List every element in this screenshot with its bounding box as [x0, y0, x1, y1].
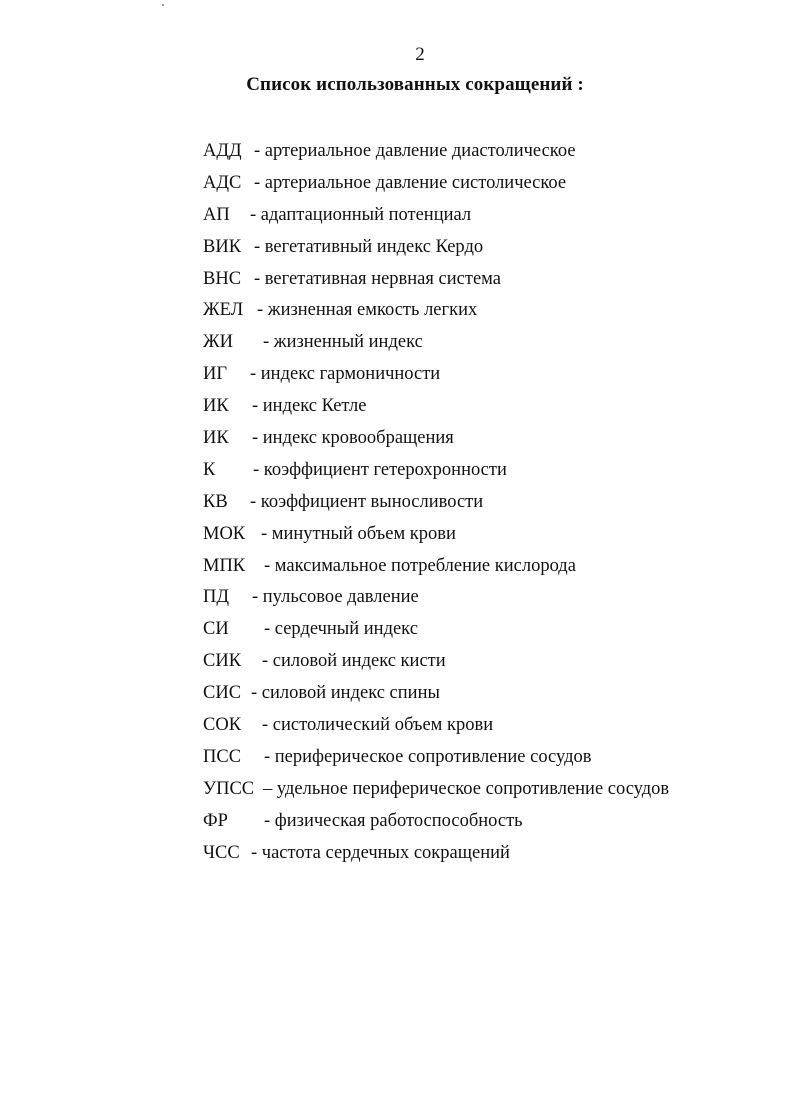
abbreviation-code: ИГ [203, 364, 228, 385]
abbreviation-definition: - вегетативный индекс Кердо [254, 236, 484, 257]
abbreviation-definition: - сердечный индекс [264, 619, 418, 640]
abbreviation-row [203, 842, 510, 874]
abbreviation-row [203, 618, 418, 650]
abbreviation-definition: – удельное периферическое сопротивление сосудов [263, 778, 670, 799]
abbreviation-code: ЧСС [203, 842, 240, 863]
abbreviation-row [203, 140, 576, 172]
page-title: Список использованных сокращений : [246, 74, 584, 95]
abbreviation-definition: - индекс кровообращения [252, 428, 454, 449]
abbreviation-row [203, 427, 454, 459]
abbreviation-row [203, 299, 478, 331]
abbreviation-definition: - коэффициент выносливости [250, 491, 484, 512]
abbreviation-code: К [203, 459, 216, 480]
abbreviation-definition: - силовой индекс спины [251, 683, 440, 704]
abbreviation-row [203, 363, 441, 395]
abbreviation-row [203, 650, 446, 682]
abbreviation-definition: - силовой индекс кисти [262, 651, 446, 672]
abbreviation-row [203, 682, 440, 714]
scan-dot [162, 4, 164, 6]
abbreviation-code: ИК [203, 428, 229, 449]
abbreviation-definition: - артериальное давление систолическое [254, 172, 567, 193]
abbreviation-row [203, 555, 576, 587]
abbreviation-definition: - физическая работоспособность [264, 810, 523, 831]
abbreviation-definition: - максимальное потребление кислорода [264, 555, 576, 576]
abbreviation-row [203, 204, 472, 236]
abbreviation-code: ПСС [203, 746, 242, 767]
abbreviation-definition: - индекс Кетле [252, 396, 367, 417]
abbreviation-code: ЖИ [203, 332, 233, 353]
abbreviation-definition: - периферическое сопротивление сосудов [264, 746, 592, 767]
abbreviation-code: КВ [203, 491, 228, 512]
abbreviation-code: АДД [203, 141, 242, 161]
abbreviation-code: МОК [203, 523, 246, 544]
abbreviation-definition: - адаптационный потенциал [250, 204, 472, 225]
abbreviation-row [203, 172, 567, 204]
abbreviation-row [203, 236, 484, 268]
abbreviation-code: СИК [203, 651, 242, 672]
abbreviation-row [203, 459, 507, 491]
abbreviation-row [203, 586, 419, 618]
abbreviation-code: СИС [203, 683, 242, 704]
abbreviation-code: УПСС [203, 778, 255, 799]
abbreviation-definition: - индекс гармоничности [250, 364, 441, 385]
abbreviation-definition: - частота сердечных сокращений [251, 842, 510, 863]
abbreviation-definition: - жизненная емкость легких [257, 300, 478, 321]
abbreviation-code: ВНС [203, 268, 242, 289]
abbreviation-row [203, 778, 670, 810]
abbreviation-code: СОК [203, 715, 242, 736]
abbreviation-code: ИК [203, 396, 229, 417]
abbreviation-definition: - вегетативная нервная система [254, 268, 501, 289]
abbreviation-row [203, 268, 501, 300]
abbreviation-definition: - пульсовое давление [252, 587, 419, 608]
abbreviation-definition: - минутный объем крови [261, 523, 456, 544]
abbreviation-row [203, 523, 456, 555]
abbreviation-code: АДС [203, 172, 242, 193]
abbreviation-definition: - коэффициент гетерохронности [253, 459, 507, 480]
abbreviation-row [203, 491, 484, 523]
abbreviation-code: ФР [203, 810, 228, 831]
abbreviation-row [203, 331, 423, 363]
abbreviation-code: АП [203, 204, 230, 225]
abbreviation-code: МПК [203, 555, 246, 576]
abbreviation-definition: - жизненный индекс [263, 332, 423, 353]
abbreviation-row [203, 810, 523, 842]
abbreviation-list [203, 140, 670, 873]
abbreviation-row [203, 746, 592, 778]
abbreviation-definition: - систолический объем крови [262, 715, 494, 736]
abbreviation-code: ПД [203, 587, 229, 608]
abbreviation-definition: - артериальное давление диастолическое [254, 141, 576, 161]
abbreviation-code: ВИК [203, 236, 242, 257]
abbreviation-code: ЖЕЛ [203, 300, 244, 321]
abbreviation-code: СИ [203, 619, 229, 640]
page-number: 2 [415, 44, 425, 65]
abbreviation-row [203, 395, 367, 427]
abbreviation-row [203, 714, 494, 746]
